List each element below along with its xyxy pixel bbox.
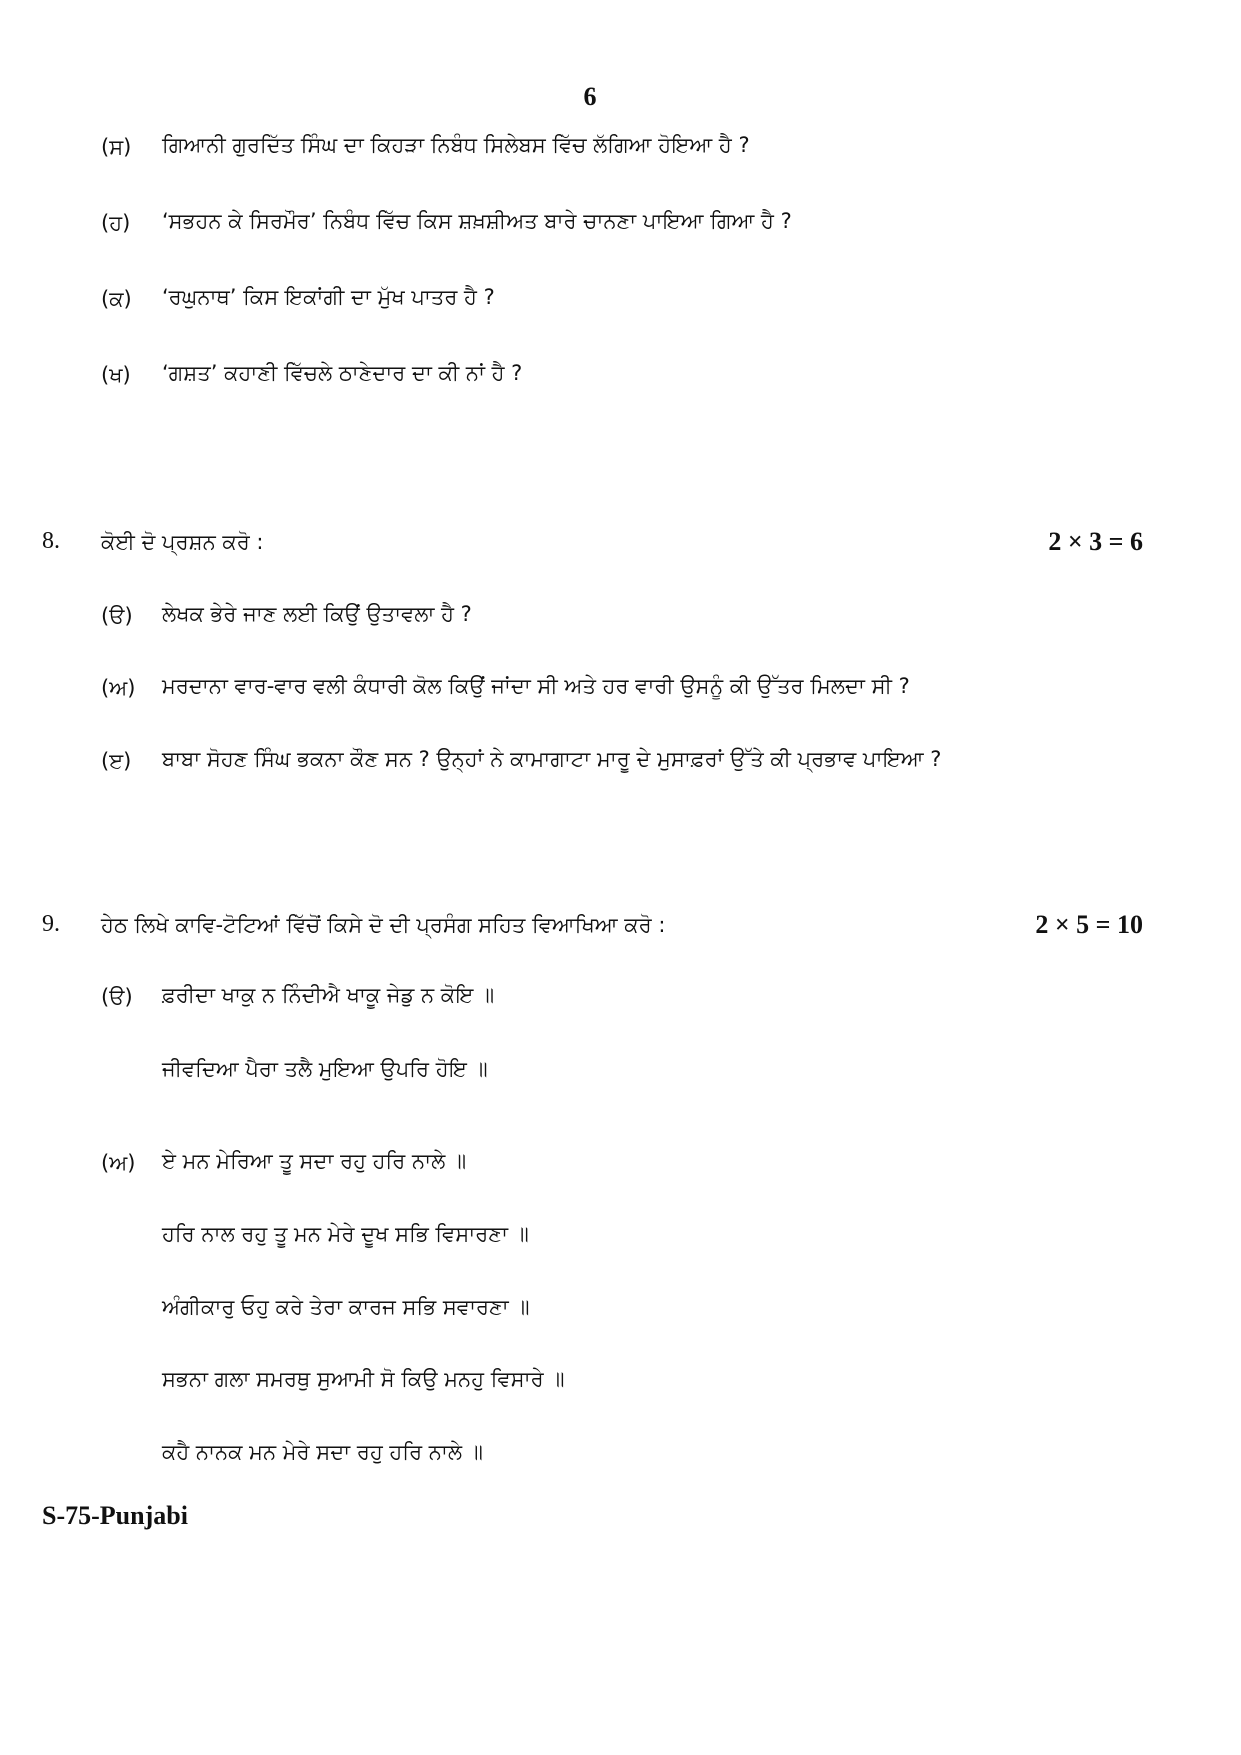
page-number: 6 <box>583 82 597 111</box>
q7-item-s-text: ਗਿਆਨੀ ਗੁਰਦਿੱਤ ਸਿੰਘ ਦਾ ਕਿਹੜਾ ਨਿਬੰਧ ਸਿਲੇਬਸ ਵਿੱਚ ਲੱਗਿਆ ਹੋਇਆ ਹੈ ? <box>162 133 750 157</box>
q9-marks: 2 × 5 = 10 <box>1035 910 1143 939</box>
q8-item-b-label: (ਅ) <box>101 676 136 700</box>
q7-item-k-text: ‘ਰਘੁਨਾਥ’ ਕਿਸ ਇਕਾਂਗੀ ਦਾ ਮੁੱਖ ਪਾਤਰ ਹੈ ? <box>162 285 495 309</box>
q9-verse-b-line-4: ਸਭਨਾ ਗਲਾ ਸਮਰਥੁ ਸੁਆਮੀ ਸੋ ਕਿਉ ਮਨਹੁ ਵਿਸਾਰੇ ॥ <box>162 1367 565 1391</box>
q8-item-b-text: ਮਰਦਾਨਾ ਵਾਰ-ਵਾਰ ਵਲੀ ਕੰਧਾਰੀ ਕੋਲ ਕਿਉਂ ਜਾਂਦਾ ਸੀ ਅਤੇ ਹਰ ਵਾਰੀ ਉਸਨੂੰ ਕੀ ਉੱਤਰ ਮਿਲਦਾ ਸੀ ? <box>162 674 910 698</box>
q7-item-h-label: (ਹ) <box>101 211 131 235</box>
q9-verse-b-line-2: ਹਰਿ ਨਾਲ ਰਹੁ ਤੂ ਮਨ ਮੇਰੇ ਦੂਖ ਸਭਿ ਵਿਸਾਰਣਾ ॥ <box>162 1222 529 1246</box>
q9-verse-b-label: (ਅ) <box>101 1151 136 1175</box>
q8-item-c-label: (ੲ) <box>101 749 132 773</box>
q7-item-kh-label: (ਖ) <box>101 363 131 387</box>
q7-item-s-label: (ਸ) <box>101 135 132 159</box>
q9-verse-b-line-3: ਅੰਗੀਕਾਰੁ ਓਹੁ ਕਰੇ ਤੇਰਾ ਕਾਰਜ ਸਭਿ ਸਵਾਰਣਾ ॥ <box>162 1295 530 1319</box>
q8-instruction: ਕੋਈ ਦੋ ਪ੍ਰਸ਼ਨ ਕਰੋ : <box>101 530 264 554</box>
q9-verse-b-line-5: ਕਹੈ ਨਾਨਕ ਮਨ ਮੇਰੇ ਸਦਾ ਰਹੁ ਹਰਿ ਨਾਲੇ ॥ <box>162 1440 483 1464</box>
paper-code: S-75-Punjabi <box>42 1501 188 1530</box>
q8-item-a-label: (ੳ) <box>101 604 133 628</box>
q8-number: 8. <box>42 528 60 554</box>
q9-instruction: ਹੇਠ ਲਿਖੇ ਕਾਵਿ-ਟੋਟਿਆਂ ਵਿੱਚੋਂ ਕਿਸੇ ਦੋ ਦੀ ਪ੍ਰਸੰਗ ਸਹਿਤ ਵਿਆਖਿਆ ਕਰੋ : <box>101 913 666 937</box>
q8-item-c-text: ਬਾਬਾ ਸੋਹਣ ਸਿੰਘ ਭਕਨਾ ਕੌਣ ਸਨ ? ਉਨ੍ਹਾਂ ਨੇ ਕਾਮਾਗਾਟਾ ਮਾਰੂ ਦੇ ਮੁਸਾਫ਼ਰਾਂ ਉੱਤੇ ਕੀ ਪ੍ਰਭਾਵ ਪਾਇਆ ? <box>162 747 942 771</box>
q9-verse-a-line-1: ਫ਼ਰੀਦਾ ਖਾਕੁ ਨ ਨਿੰਦੀਐ ਖਾਕੂ ਜੇਡੁ ਨ ਕੋਇ ॥ <box>162 983 495 1007</box>
q7-item-h-text: ‘ਸਭਹਨ ਕੇ ਸਿਰਮੌਰ’ ਨਿਬੰਧ ਵਿੱਚ ਕਿਸ ਸ਼ਖ਼ਸ਼ੀਅਤ ਬਾਰੇ ਚਾਨਣਾ ਪਾਇਆ ਗਿਆ ਹੈ ? <box>162 209 792 233</box>
q9-verse-a-line-2: ਜੀਵਦਿਆ ਪੈਰਾ ਤਲੈ ਮੁਇਆ ਉਪਰਿ ਹੋਇ ॥ <box>162 1057 488 1081</box>
q9-verse-a-label: (ੳ) <box>101 985 133 1009</box>
q8-item-a-text: ਲੇਖਕ ਭੇਰੇ ਜਾਣ ਲਈ ਕਿਉਂ ਉਤਾਵਲਾ ਹੈ ? <box>162 602 472 626</box>
q8-marks: 2 × 3 = 6 <box>1048 527 1143 556</box>
q9-number: 9. <box>42 911 60 937</box>
q9-verse-b-line-1: ਏ ਮਨ ਮੇਰਿਆ ਤੂ ਸਦਾ ਰਹੁ ਹਰਿ ਨਾਲੇ ॥ <box>162 1149 467 1173</box>
q7-item-k-label: (ਕ) <box>101 287 132 311</box>
q7-item-kh-text: ‘ਗਸ਼ਤ’ ਕਹਾਣੀ ਵਿੱਚਲੇ ਠਾਣੇਦਾਰ ਦਾ ਕੀ ਨਾਂ ਹੈ ? <box>162 361 523 385</box>
